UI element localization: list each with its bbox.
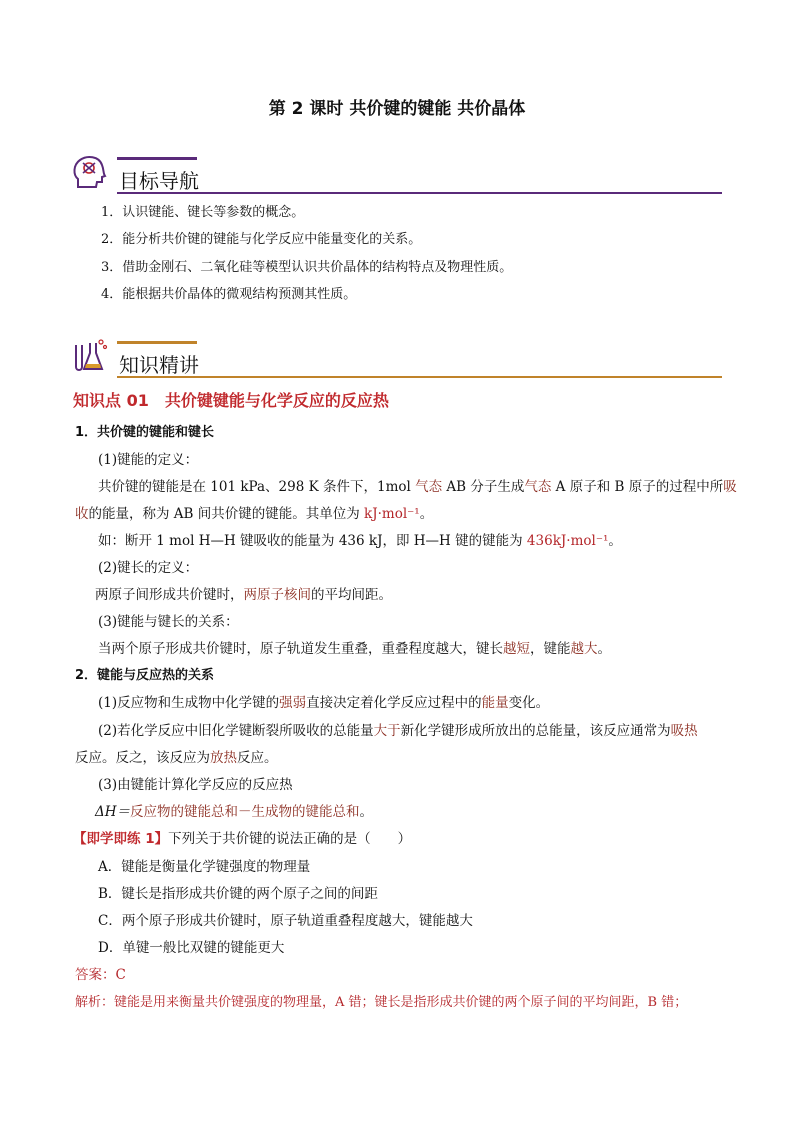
part2-point2-line2: 反应。反之，该反应为放热反应。 bbox=[75, 750, 278, 766]
answer: 答案：C bbox=[75, 967, 126, 983]
keylength-def: 两原子间形成共价键时，两原子核间的平均间距。 bbox=[95, 587, 392, 603]
goal-item: 1．认识键能、键长等参数的概念。 bbox=[101, 205, 305, 220]
goals-rule bbox=[117, 192, 722, 194]
knowledge-point-heading bbox=[73, 388, 389, 411]
goals-accent-rule bbox=[117, 157, 197, 160]
analysis: 解析：键能是用来衡量共价键强度的物理量，A 错；键长是指形成共价键的两个原子间的平均间距，B 错； bbox=[75, 995, 688, 1010]
head-brain-icon bbox=[70, 153, 108, 191]
goal-item: 2．能分析共价键的键能与化学反应中能量变化的关系。 bbox=[101, 232, 422, 247]
knowledge-rule bbox=[117, 376, 722, 378]
knowledge-point-label: 知识点 01 bbox=[73, 391, 149, 410]
keyenergy-example: 如：断开 1 mol H—H 键吸收的能量为 436 kJ，即 H—H 键的键能为 436kJ·mol⁻¹。 bbox=[98, 533, 622, 549]
keyenergy-def-line2: 收的能量，称为 AB 间共价键的键能。其单位为 kJ·mol⁻¹。 bbox=[75, 506, 434, 522]
exercise-tag: 【即学即练 1】 bbox=[73, 831, 169, 847]
relation-text: 当两个原子形成共价键时，原子轨道发生重叠，重叠程度越大，键长越短，键能越大。 bbox=[98, 641, 611, 657]
option-a: A．键能是衡量化学键强度的物理量 bbox=[98, 859, 311, 875]
option-c: C．两个原子形成共价键时，原子轨道重叠程度越大，键能越大 bbox=[98, 913, 473, 929]
part2-heading: 2．键能与反应热的关系 bbox=[75, 668, 215, 683]
option-d: D．单键一般比双键的键能更大 bbox=[98, 940, 285, 956]
knowledge-accent-rule bbox=[117, 341, 197, 344]
keyenergy-def-label: (1)键能的定义： bbox=[98, 452, 199, 468]
part2-point1: (1)反应物和生成物中化学键的强弱直接决定着化学反应过程中的能量变化。 bbox=[98, 695, 550, 711]
goal-item: 3．借助金刚石、二氧化硅等模型认识共价晶体的结构特点及物理性质。 bbox=[101, 260, 513, 275]
part2-point3: (3)由键能计算化学反应的反应热 bbox=[98, 777, 293, 793]
flask-icon bbox=[70, 337, 108, 375]
knowledge-heading: 知识精讲 bbox=[119, 353, 199, 377]
relation-label: (3)键能与键长的关系： bbox=[98, 614, 239, 630]
reaction-heat-formula: ΔH＝反应物的键能总和－生成物的键能总和。 bbox=[95, 804, 374, 820]
goals-heading: 目标导航 bbox=[119, 169, 199, 193]
knowledge-point-title: 共价键键能与化学反应的反应热 bbox=[164, 391, 389, 410]
goal-item: 4．能根据共价晶体的微观结构预测其性质。 bbox=[101, 287, 357, 302]
page-title: 第 2 课时 共价键的键能 共价晶体 bbox=[268, 99, 526, 119]
exercise-question: 【即学即练 1】下列关于共价键的说法正确的是（ ） bbox=[73, 831, 412, 847]
part1-heading: 1．共价键的键能和键长 bbox=[75, 425, 215, 440]
keylength-def-label: (2)键长的定义： bbox=[98, 560, 199, 576]
keyenergy-def-line1: 共价键的键能是在 101 kPa、298 K 条件下，1mol 气态 AB 分子生成气态 A 原子和 B 原子的过程中所吸 bbox=[98, 479, 737, 495]
part2-point2-line1: (2)若化学反应中旧化学键断裂所吸收的总能量大于新化学键形成所放出的总能量，该反应通常为吸热 bbox=[98, 723, 698, 739]
option-b: B．键长是指形成共价键的两个原子之间的间距 bbox=[98, 886, 378, 902]
